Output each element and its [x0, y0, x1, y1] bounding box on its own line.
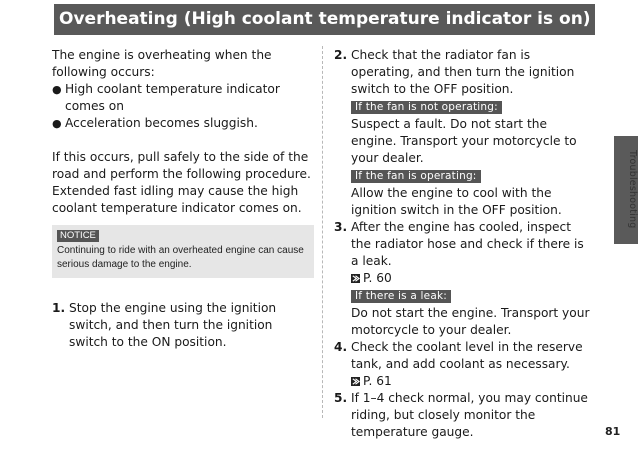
section-tab-text: Troubleshooting — [627, 150, 638, 229]
page-reference[interactable] — [351, 373, 594, 390]
condition-text: Suspect a fault. Do not start the engine. Transport your motorcycle to your dealer. — [351, 117, 577, 165]
step-number: 5. — [334, 391, 348, 405]
step-number: 3. — [334, 220, 348, 234]
notice-box — [52, 225, 314, 278]
bullet-icon: ● — [52, 83, 62, 96]
section-tab-label — [628, 150, 638, 245]
step-text: Stop the engine using the ignition switch, and then turn the ignition switch to the ON position. — [69, 301, 277, 349]
reference-arrow-icon — [351, 274, 360, 283]
bullet-text: Acceleration becomes sluggish. — [65, 116, 258, 130]
condition-tag-fan-operating: If the fan is operating: — [351, 170, 481, 183]
bullet-item — [52, 115, 314, 132]
bullet-text: High coolant temperature indicator comes on — [65, 82, 280, 113]
step-text: Check the coolant level in the reserve tank, and add coolant as necessary. — [351, 340, 583, 371]
step-4 — [334, 339, 594, 390]
left-column — [52, 47, 314, 351]
step-3 — [334, 219, 594, 339]
bullet-item — [52, 81, 314, 115]
step-number: 2. — [334, 48, 348, 62]
step-text: Check that the radiator fan is operating, and then turn the ignition switch to the OFF position. — [351, 48, 575, 96]
page-reference[interactable] — [351, 270, 594, 287]
column-divider — [322, 46, 323, 418]
right-column — [334, 47, 594, 441]
step-number: 1. — [52, 301, 66, 315]
step-2 — [334, 47, 594, 219]
step-text: After the engine has cooled, inspect the radiator hose and check if there is a leak. — [351, 220, 584, 268]
reference-arrow-icon — [351, 377, 360, 386]
page-number: 81 — [605, 425, 621, 438]
step-text: If 1–4 check normal, you may continue riding, but closely monitor the temperature gauge. — [351, 391, 588, 439]
intro-text: The engine is overheating when the following occurs: — [52, 48, 272, 79]
condition-tag-leak: If there is a leak: — [351, 290, 451, 303]
step-number: 4. — [334, 340, 348, 354]
condition-text: Allow the engine to cool with the ignition switch in the OFF position. — [351, 186, 562, 217]
bullet-icon: ● — [52, 117, 62, 130]
page-title: Overheating (High coolant temperature indicator is on) — [54, 4, 595, 35]
condition-text: Do not start the engine. Transport your motorcycle to your dealer. — [351, 306, 590, 337]
notice-label: NOTICE — [57, 230, 99, 242]
step-5 — [334, 390, 594, 441]
notice-text: Continuing to ride with an overheated engine can cause serious damage to the engine. — [57, 245, 304, 270]
step-1 — [52, 300, 314, 351]
condition-tag-fan-not-operating: If the fan is not operating: — [351, 101, 502, 114]
reference-text: P. 60 — [363, 271, 392, 285]
reference-text: P. 61 — [363, 374, 392, 388]
procedure-paragraph: If this occurs, pull safely to the side of the road and perform the following procedure. Extended fast idling may cause the high coolant temperature indicator comes on. — [52, 150, 311, 215]
